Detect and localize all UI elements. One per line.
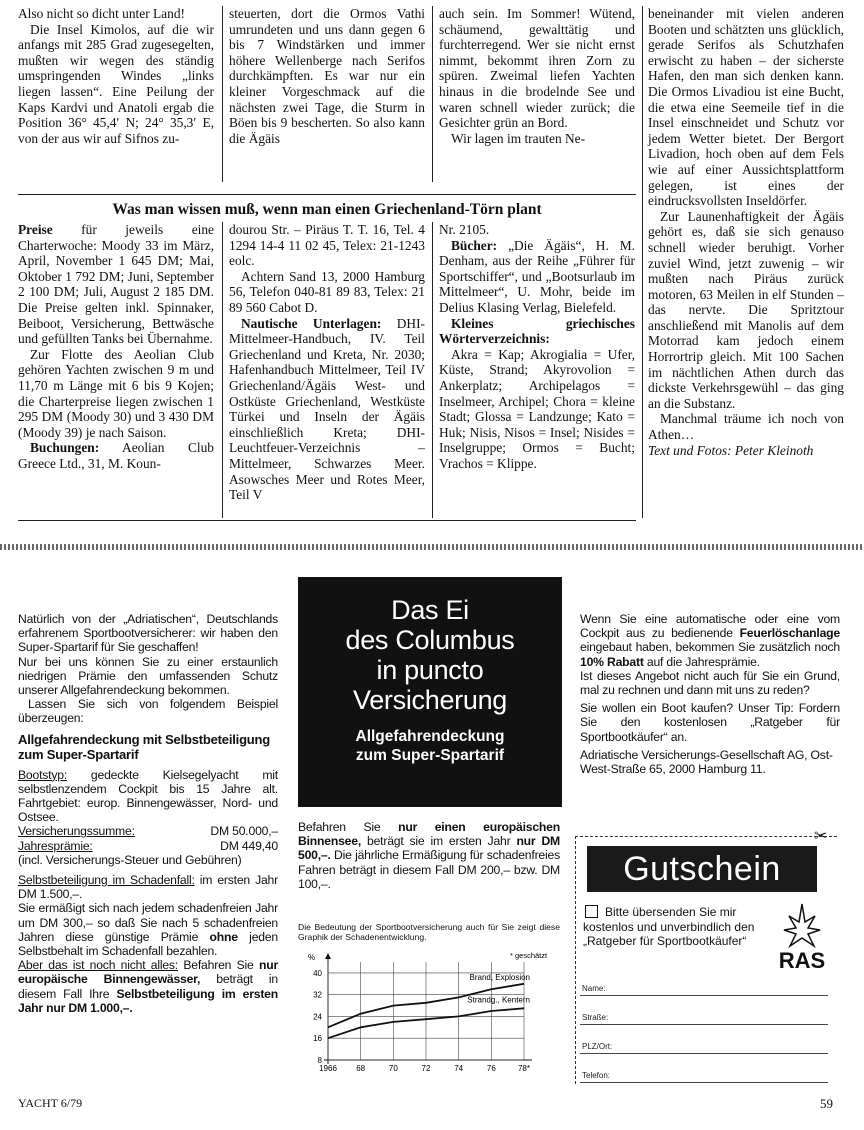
ad-text: im ersten Jahr DM 1.500,–. bbox=[18, 873, 278, 902]
article-paragraph: beneinander mit vielen anderen Booten und schätzten uns glücklich, gerade Serifos als Schutzhafen erwischt zu haben – der sicherste Hafen, den man sich denken kann. Die Ormos Livadiou ist eine Bucht, die etwa eine Seemeile tief in die Insel einschneidet und Schutz vor jedem Wetter bietet. Der Bergort Livadion, hoch oben auf dem Fels wie auf einer Aussichtsplattform gelegen, ist eines der eindrucksvollsten Inseldörfer. bbox=[648, 6, 844, 209]
ad-text: Befahren Sie bbox=[178, 958, 259, 973]
chart-series-label: Strandg., Kentern bbox=[467, 995, 530, 1005]
infobox-text: DHI-Mittelmeer-Handbuch, IV. Teil Griechenland und Kreta, Nr. 2030; Hafenhandbuch Mittelmeer, Teil IV Griechenland/Ägäis West- und Ostküste Griechenland, Westküste Türkei und Inseln der Ägäis einschließlich Kreta; DHI-Leuchtfeuer-Verzeichnis – Mittelmeer, Schwarzes Meer. Asowsches Meer und Rotes Meer, Teil V bbox=[229, 315, 426, 503]
ad-text: eingebaut haben, bekommen Sie zusätzlich noch bbox=[580, 640, 840, 655]
infobox-label: Nautische Unterlagen: bbox=[241, 315, 382, 331]
infobox-column-2 bbox=[229, 222, 425, 503]
article-column-4 bbox=[648, 6, 844, 458]
ad-text: Sie ermäßigt sich nach jedem schadenfreien Jahr um DM 300,– so daß Sie nach 5 schadenfreien Jahren diese günstige Prämie bbox=[18, 901, 278, 944]
article-paragraph: Zur Launenhaftigkeit der Ägäis gehört es, daß sie sich genauso schnell wieder beruhigt. Vorher zuviel Wind, jetzt zuwenig – wir mußten nach Piräus zurück motoren, 63 Meilen in elf Stunden – das nervte. Die Spritztour anschließend mit Manolis auf dem Motorrad kam jedoch einem Horrortrip gleich. Mit 100 Sachen im nächtlichen Athen durch das dickste Verkehrsgewühl – das ging an die Substanz. bbox=[648, 208, 844, 411]
form-label-phone: Telefon: bbox=[582, 1071, 611, 1080]
chart-xtick-label: 76 bbox=[486, 1064, 496, 1073]
ad-emphasis: nur europäische Binnengewässer, bbox=[18, 958, 278, 987]
city-field[interactable] bbox=[580, 1053, 828, 1054]
ad-mid-text bbox=[298, 820, 560, 891]
page-separator bbox=[0, 544, 864, 550]
chart-ytick-label: 32 bbox=[313, 990, 322, 1000]
ad-value: DM 449,40 bbox=[220, 838, 278, 853]
ad-text: Die jährliche Ermäßigung für schadenfreies Fahren beträgt in diesem Fall DM 200,– bzw. DM 100,–. bbox=[298, 848, 560, 891]
chart-ytick-label: 16 bbox=[313, 1034, 322, 1044]
article-paragraph: auch sein. Im Sommer! Wütend, schäumend, gewalttätig und furchterregend. Wer sie nicht ernst nimmt, bekommt ihren Zorn zu spüren. Zweimal liefen Yachten hinaus in die brodelnde See und waren schnell wieder zurück; die Gesichter grün an Bord. bbox=[439, 6, 635, 131]
ad-emphasis: ohne bbox=[209, 929, 238, 944]
coupon-title: Gutschein bbox=[587, 846, 817, 892]
ras-logo bbox=[770, 902, 834, 974]
chart-caption: Die Bedeutung der Sportbootversicherung auch für Sie zeigt diese Graphik der Schadenentwicklung. bbox=[298, 922, 560, 942]
ad-emphasis: Selbstbeteiligung im ersten Jahr nur DM 1.000,–. bbox=[18, 986, 279, 1015]
ad-heading: Allgefahrendeckung mit Selbstbeteiligung zum Super-Spartarif bbox=[18, 731, 271, 762]
damage-chart bbox=[298, 946, 560, 1076]
chart-ytick-label: 8 bbox=[317, 1056, 322, 1065]
infobox-bottom-rule bbox=[18, 520, 636, 521]
infobox-label: Preise bbox=[18, 222, 53, 237]
ad-value: DM 50.000,– bbox=[210, 824, 278, 839]
infobox-label: Buchungen: bbox=[30, 440, 100, 456]
chart-y-arrow bbox=[325, 953, 331, 959]
ad-text: beträgt in diesem Fall Ihre bbox=[18, 972, 278, 1001]
ad-text: Nur bei uns können Sie zu einer erstaunlich niedrigen Prämie den umfassenden Schutz unserer Allgefahrendeckung bekommen. bbox=[18, 654, 278, 698]
ad-emphasis: Feuerlöschanlage bbox=[739, 626, 840, 641]
ad-headline-line: Das Ei bbox=[391, 595, 469, 625]
ad-emphasis: nur DM 500,–. bbox=[298, 834, 560, 863]
coupon-checkbox-text: Bitte übersenden Sie mir kostenlos und unverbindlich den „Ratgeber für Sportbootkäufer“ bbox=[583, 905, 755, 948]
column-divider bbox=[432, 6, 433, 182]
ad-text: gedeckte Kielsegelyacht mit selbstlenzendem Cockpit bis 15 Jahre alt. Fahrtgebiet: europ. Binnengewässer, Nord- und Ostsee. bbox=[18, 767, 278, 825]
infobox-text: Aeolian Club Greece Ltd., 31, M. Koun- bbox=[18, 440, 214, 471]
phone-field[interactable] bbox=[580, 1082, 828, 1083]
infobox-text: für jeweils eine Charterwoche: Moody 33 im März, April, November 1 645 DM; Mai, Oktober 1 792 DM; Juni, September 2 100 DM; Juli, August 2 185 DM. Die Preise gelten inkl. Spinnaker, Beiboot, Versicherung, Bettwäsche und gefüllten Tanks bei Übernahme. bbox=[18, 222, 214, 347]
ad-subheadline bbox=[298, 727, 562, 765]
chart-xtick-label: 78* bbox=[517, 1064, 531, 1073]
ad-subheadline-line: zum Super-Spartarif bbox=[355, 747, 505, 764]
ad-right-column bbox=[580, 612, 840, 776]
chart-ytick-label: 24 bbox=[313, 1012, 322, 1022]
infobox-text: Achtern Sand 13, 2000 Hamburg 56, Telefon 040-81 89 83, Telex: 21 89 560 Cabot D. bbox=[229, 268, 425, 315]
footer-issue: YACHT 6/79 bbox=[18, 1096, 83, 1110]
ad-headline-box bbox=[298, 577, 562, 807]
ad-label: Aber das ist noch nicht alles: bbox=[18, 958, 178, 973]
name-field[interactable] bbox=[580, 995, 828, 996]
ad-left-column bbox=[18, 612, 278, 1015]
infobox-title: Was man wissen muß, wenn man einen Griechenland-Törn plant bbox=[112, 201, 542, 218]
ad-label: Selbstbeteiligung im Schadenfall: bbox=[18, 873, 195, 888]
infobox-text: Akra = Kap; Akrogialia = Ufer, Küste, Strand; Akyrovolion = Ankerplatz; Archipelagos = Inselmeer, Archipel; Chora = kleine Stadt; Glossa = Landzunge; Kato = Huk; Nisis, Nisos = Insel; Nisides = Inselgruppe; Ormos = Bucht; Vrachos = Klippe. bbox=[439, 346, 635, 471]
infobox-label: Bücher: bbox=[451, 237, 498, 253]
infobox-column-3 bbox=[439, 222, 635, 472]
ad-headline-line: in puncto bbox=[376, 655, 484, 685]
chart-xtick-label: 74 bbox=[454, 1064, 464, 1073]
form-label-street: Straße: bbox=[582, 1013, 609, 1022]
street-field[interactable] bbox=[580, 1024, 828, 1025]
chart-ylabel: % bbox=[308, 953, 316, 962]
article-paragraph: Also nicht so dicht unter Land! bbox=[18, 6, 185, 21]
column-divider bbox=[222, 222, 223, 518]
article-paragraph: Wir lagen im trauten Ne- bbox=[451, 130, 586, 146]
ad-label: Bootstyp: bbox=[18, 767, 68, 782]
infobox-text: dourou Str. – Piräus T. T. 16, Tel. 4 1294 14-4 11 02 45, Telex: 21-1243 eolc. bbox=[229, 222, 425, 269]
form-label-city: PLZ/Ort: bbox=[582, 1042, 613, 1051]
article-column-2 bbox=[229, 6, 425, 146]
chart-xtick-label: 72 bbox=[421, 1064, 431, 1073]
ad-text: Lassen Sie sich von folgendem Beispiel überzeugen: bbox=[18, 697, 278, 726]
article-credit: Text und Fotos: Peter Kleinoth bbox=[648, 442, 814, 458]
scissors-icon: ✂ bbox=[814, 828, 828, 845]
infobox-text: Zur Flotte des Aeolian Club gehören Yachten zwischen 9 m und 11,70 m Länge mit 6 bis 9 Kojen; die Charterpreise liegen zwischen 1 295 DM (Moody 30) und 3 430 DM (Moody 39) je nach Saison. bbox=[18, 346, 214, 440]
page-number: 59 bbox=[820, 1096, 833, 1111]
svg-text:RAS: RAS bbox=[778, 948, 826, 973]
ad-address: Adriatische Versicherungs-Gesellschaft AG, Ost-West-Straße 65, 2000 Hamburg 11. bbox=[580, 747, 833, 777]
chart-xtick-label: 1966 bbox=[319, 1064, 337, 1073]
ad-text: Befahren Sie bbox=[298, 820, 399, 834]
ad-text: Sie wollen ein Boot kaufen? Unser Tip: Fordern Sie den kostenlosen „Ratgeber für Sportbootkäufer“ an. bbox=[580, 701, 840, 744]
ad-headline-line: des Columbus bbox=[345, 625, 515, 655]
ad-text: auf die Jahresprämie. bbox=[643, 654, 760, 669]
chart-xtick-label: 68 bbox=[356, 1064, 366, 1073]
ad-text: beträgt sie im ersten Jahr bbox=[361, 834, 517, 849]
infobox-text: „Die Ägäis“, H. M. Denham, aus der Reihe „Führer für Sportschiffer“, und „Bootsurlaub im Mittelmeer“, U. Mohr, beide im Delius Klasing Verlag, Bielefeld. bbox=[439, 237, 635, 315]
chart-ytick-label: 40 bbox=[313, 968, 322, 978]
chart-xtick-label: 70 bbox=[388, 1064, 398, 1073]
ad-label: Jahresprämie: bbox=[18, 838, 93, 853]
article-paragraph: Die Insel Kimolos, auf die wir anfangs mit 285 Grad zugesegelten, mußten wir wegen des ständig umspringenden Windes „links liegen lassen“. Eine Peilung der Kaps Kardvi und Anatoli ergab die Position 36° 45,4′ N; 24° 35,3′ E, von der aus wir auf Sifnos zu- bbox=[18, 21, 214, 146]
ad-headline bbox=[298, 595, 562, 715]
chart-note: * geschätzt bbox=[510, 951, 548, 960]
ad-headline-line: Versicherung bbox=[353, 685, 507, 715]
column-divider bbox=[642, 6, 643, 518]
infobox-label: Kleines griechisches Wörterverzeichnis: bbox=[439, 315, 635, 347]
article-paragraph: steuerten, dort die Ormos Vathi umrundeten und uns dann gegen 6 bis 7 Windstärken und immer höhere Wellenberge nach Serifos durchkämpften. Es war nur ein kleiner Vorgeschmack auf die nächsten zwei Tage, die Sturm in Böen bis 9 bescherten. So also kann die Ägäis bbox=[229, 6, 425, 146]
ad-text: Ist dieses Angebot nicht auch für Sie ein Grund, mal zu rechnen und dann mit uns zu reden? bbox=[580, 668, 840, 698]
ad-emphasis: 10% Rabatt bbox=[580, 654, 644, 669]
chart-series-label: Brand, Explosion bbox=[469, 972, 530, 982]
ad-text: jeden Selbstbehalt im Schadenfall bezahlen. bbox=[18, 929, 279, 959]
column-divider bbox=[432, 222, 433, 518]
article-column-1 bbox=[18, 6, 214, 146]
infobox-column-1 bbox=[18, 222, 214, 472]
form-label-name: Name: bbox=[582, 984, 606, 993]
ad-text: Wenn Sie eine automatische oder eine vom Cockpit aus zu bedienende bbox=[580, 612, 840, 641]
article-paragraph: Manchmal träume ich noch von Athen… bbox=[648, 411, 844, 443]
ad-emphasis: nur einen europäischen Binnensee, bbox=[298, 820, 560, 849]
ad-text: (incl. Versicherungs-Steuer und Gebühren) bbox=[18, 852, 242, 867]
column-divider bbox=[222, 6, 223, 182]
infobox-top-rule bbox=[18, 194, 636, 195]
ad-subheadline-line: Allgefahrendeckung bbox=[355, 728, 505, 745]
article-column-3 bbox=[439, 6, 635, 146]
ad-label: Versicherungssumme: bbox=[18, 824, 135, 839]
infobox-text: Nr. 2105. bbox=[439, 222, 490, 237]
ad-text: Natürlich von der „Adriatischen“, Deutschlands erfahrenem Sportbootversicherer: wir haben den Super-Spartarif für Sie geschaffen! bbox=[18, 612, 278, 655]
